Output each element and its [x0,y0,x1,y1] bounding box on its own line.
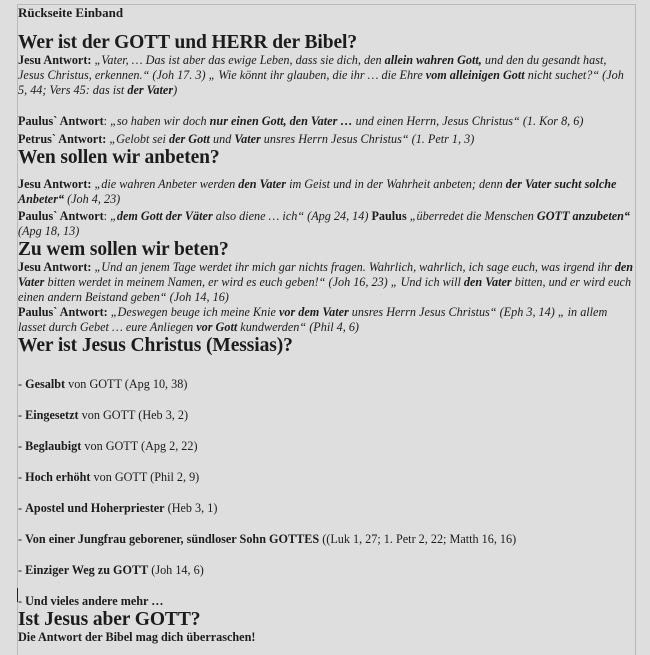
attributes-list [18,377,634,609]
paragraph-paulus-answer-3: Paulus` Antwort: „Deswegen beuge ich meine Knie vor dem Vater unsres Herrn Jesus Christus“ (Eph 3, 14) „ in allem lasset durch Gebet … eure Anliegen vor Gott kundwerden“ (Phil 4, 6) [18,305,608,334]
heading-whom-to-pray: Zu wem sollen wir beten? [18,239,229,260]
paragraph-paulus-answer-1: Paulus` Antwort: „so haben wir doch nur einen Gott, den Vater … und einen Herrn, Jesus Christus“ (1. Kor 8, 6) [18,114,584,128]
list-item: - Beglaubigt von GOTT (Apg 2, 22) [18,439,198,453]
list-item: - Und vieles andere mehr … [18,594,164,608]
heading-who-is-jesus: Wer ist Jesus Christus (Messias)? [18,335,293,356]
speaker-label: Jesu Antwort [18,177,88,191]
heading-is-jesus-god: Ist Jesus aber GOTT? [18,609,201,630]
document-body[interactable] [18,4,634,645]
closing-line: Die Antwort der Bibel mag dich überraschen! [18,630,256,644]
list-item: - Hoch erhöht von GOTT (Phil 2, 9) [18,470,200,484]
list-item: - Eingesetzt von GOTT (Heb 3, 2) [18,408,189,422]
list-item: - Einziger Weg zu GOTT (Joh 14, 6) [18,563,204,577]
paragraph-petrus-answer-1: Petrus` Antwort: „Gelobt sei der Gott und Vater unsres Herrn Jesus Christus“ (1. Petr 1, 3) [18,132,475,146]
speaker-label: Jesu Antwort [18,53,88,67]
paragraph-paulus-answer-2: Paulus` Antwort: „dem Gott der Väter also diene … ich“ (Apg 24, 14) Paulus „überredet die Menschen GOTT anzubeten“ (Apg 18, 13) [18,209,631,238]
list-item: - Apostel und Hoherpriester (Heb 3, 1) [18,501,218,515]
paragraph-jesus-answer-1: Jesu Antwort: „Vater, … Das ist aber das ewige Leben, dass sie dich, den allein wahren Gott, und den du gesandt hast, Jesus Christus, erkennen.“ (Joh 17. 3) „ Wie könnt ihr glauben, die ihr … die Ehre vom alleinigen Gott nicht suchet?“ (Joh 5, 44; Vers 45: das ist der Vater) [18,53,624,97]
paragraph-jesus-answer-3: Jesu Antwort: „Und an jenem Tage werdet ihr mich gar nichts fragen. Wahrlich, wahrlich, ich sage euch, was irgend ihr den Vater bitten werdet in meinem Namen, er wird es euch geben!“ (Joh 16, 23) „ Und ich will den Vater bitten, und er wird euch einen andern Beistand geben“ (Joh 14, 16) [18,260,633,304]
heading-whom-to-worship: Wen sollen wir anbeten? [18,147,220,168]
speaker-label: Paulus` Antwort [18,209,104,223]
header-label: Rückseite Einband [18,5,124,20]
speaker-label: Paulus` Antwort [18,305,104,319]
heading-who-is-god: Wer ist der GOTT und HERR der Bibel? [18,32,357,53]
list-item: - Von einer Jungfrau geborener, sündloser Sohn GOTTES ((Luk 1, 27; 1. Petr 2, 22; Matth 16, 16) [18,532,517,546]
speaker-label: Jesu Antwort [18,260,88,274]
list-item: - Gesalbt von GOTT (Apg 10, 38) [18,377,188,391]
speaker-label: Paulus` Antwort [18,114,104,128]
paragraph-jesus-answer-2: Jesu Antwort: „die wahren Anbeter werden den Vater im Geist und in der Wahrheit anbeten; denn der Vater sucht solche Anbeter“ (Joh 4, 23) [18,177,617,206]
speaker-label: Petrus` Antwort [18,132,103,146]
